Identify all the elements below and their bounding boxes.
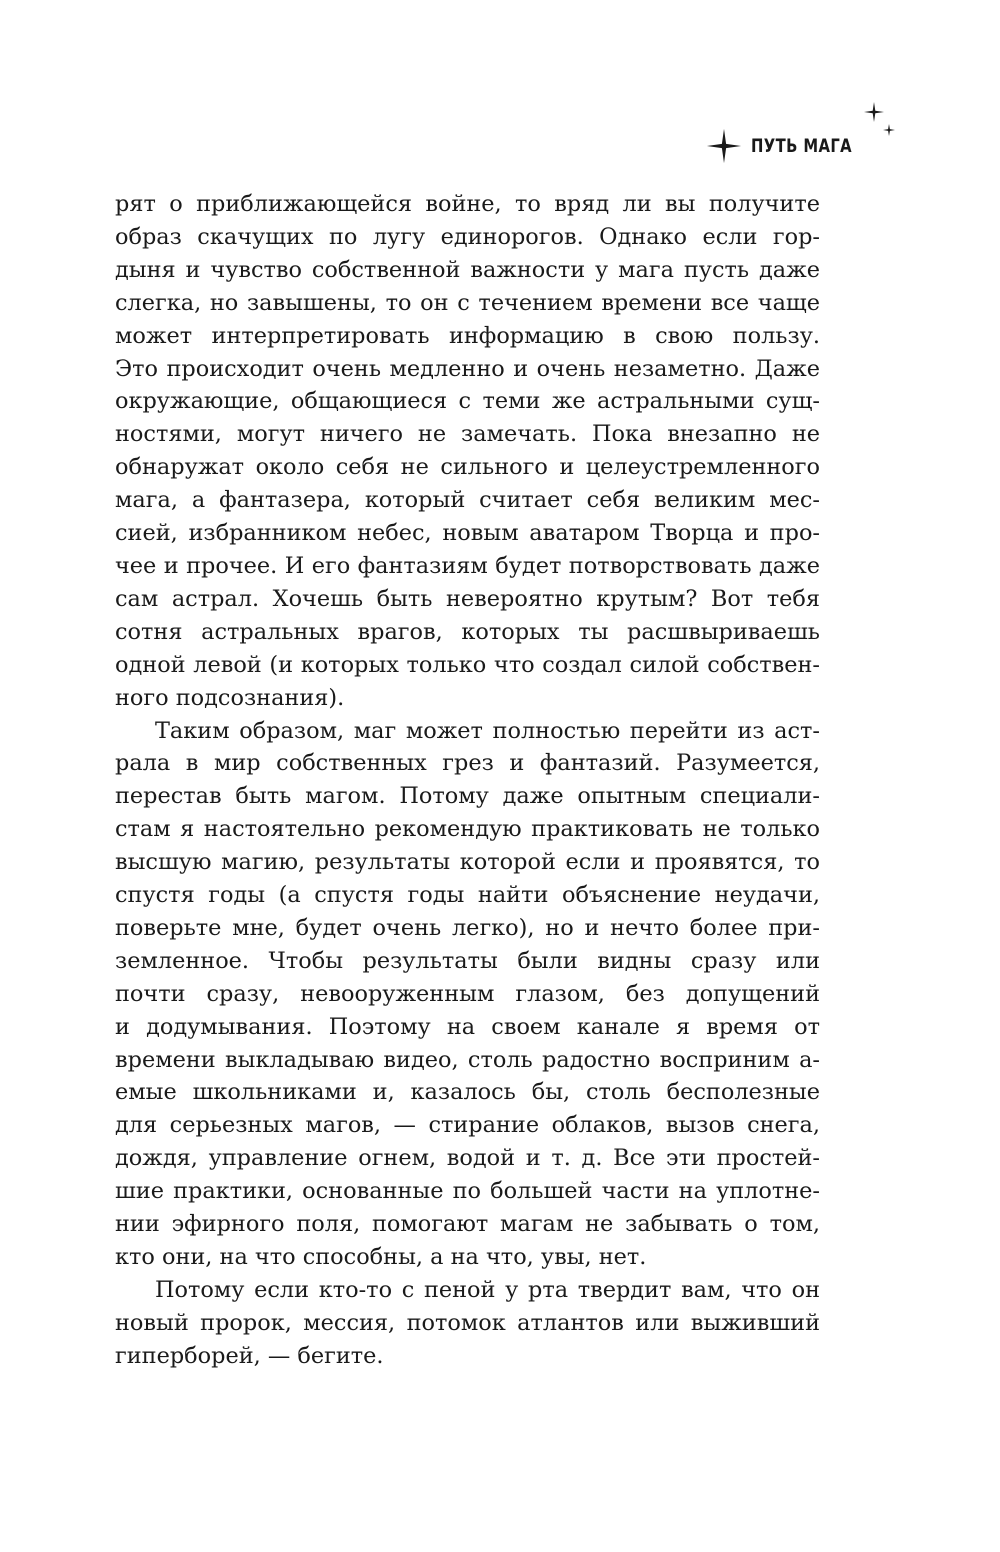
four-point-star-icon [705,127,743,165]
text-line: дыня и чувство собственной важности у мага пусть даже [115,256,820,283]
text-line: сам астрал. Хочешь быть невероятно крутым? Вот тебя [115,585,820,612]
text-line: слегка, но завышены, то он с течением времени все чаще [115,289,820,316]
text-line: ностями, могут ничего не замечать. Пока внезапно не [115,421,820,448]
text-line: может интерпретировать информацию в свою пользу. [115,322,820,349]
text-line: для серьезных магов, — стирание облаков, вызов снега, [115,1112,820,1139]
text-line: спустя годы (а спустя годы найти объяснение неудачи, [115,882,820,909]
text-line: ного подсознания). [115,684,345,711]
paragraph [115,715,820,1274]
paragraph [115,1274,820,1373]
text-line: нии эфирного поля, помогают магам не забывать о том, [115,1211,820,1238]
text-line: поверьте мне, будет очень легко), но и нечто более при- [115,914,820,941]
text-line: высшую магию, результаты которой если и проявятся, то [115,849,820,876]
running-header [705,128,881,164]
text-line: земленное. Чтобы результаты были видны сразу или [115,947,820,974]
text-line: шие практики, основанные по большей части на уплотне- [115,1178,820,1205]
text-line: сией, избранником небес, новым аватаром Творца и про- [115,520,820,547]
text-line: времени выкладываю видео, столь радостно восприним а- [115,1046,820,1073]
text-line: рят о приближающейся войне, то вряд ли вы получите [115,191,820,217]
text-line: перестав быть магом. Потому даже опытным специали- [115,783,820,810]
text-line: дождя, управление огнем, водой и т. д. Все эти простей- [115,1145,820,1172]
text-line: стам я настоятельно рекомендую практиковать не только [115,816,820,843]
text-line: одной левой (и которых только что создал силой собствен- [115,651,820,678]
twin-star-sparkle-icon [862,100,898,138]
text-line: почти сразу, невооруженным глазом, без допущений [115,980,820,1007]
text-line: Потому если кто-то с пеной у рта твердит вам, что он [155,1276,820,1303]
text-line: окружающие, общающиеся с теми же астральными сущ- [115,388,820,415]
text-line: обнаружат около себя не сильного и целеустремленного [115,454,820,481]
text-line: чее и прочее. И его фантазиям будет потворствовать даже [115,552,820,579]
body-text [115,188,820,1373]
text-line: новый пророк, мессия, потомок атлантов или выживший [115,1309,820,1336]
text-line: гиперборей, — бегите. [115,1342,384,1369]
text-line: сотня астральных врагов, которых ты расшвыриваешь [115,618,820,645]
page-header-title: ПУТЬ МАГА [751,135,853,157]
text-line: Это происходит очень медленно и очень незаметно. Даже [115,355,820,382]
text-line: Таким образом, маг может полностью перейти из аст- [155,717,820,744]
text-line: рала в мир собственных грез и фантазий. Разумеется, [115,750,820,777]
text-line: образ скачущих по лугу единорогов. Однако если гор- [115,223,820,250]
text-line: емые школьниками и, казалось бы, столь бесполезные [115,1079,820,1106]
text-line: кто они, на что способны, а на что, увы, нет. [115,1244,647,1270]
text-line: мага, а фантазера, который считает себя великим мес- [115,487,820,514]
paragraph [115,188,820,715]
text-line: и додумывания. Поэтому на своем канале я время от [115,1013,820,1040]
